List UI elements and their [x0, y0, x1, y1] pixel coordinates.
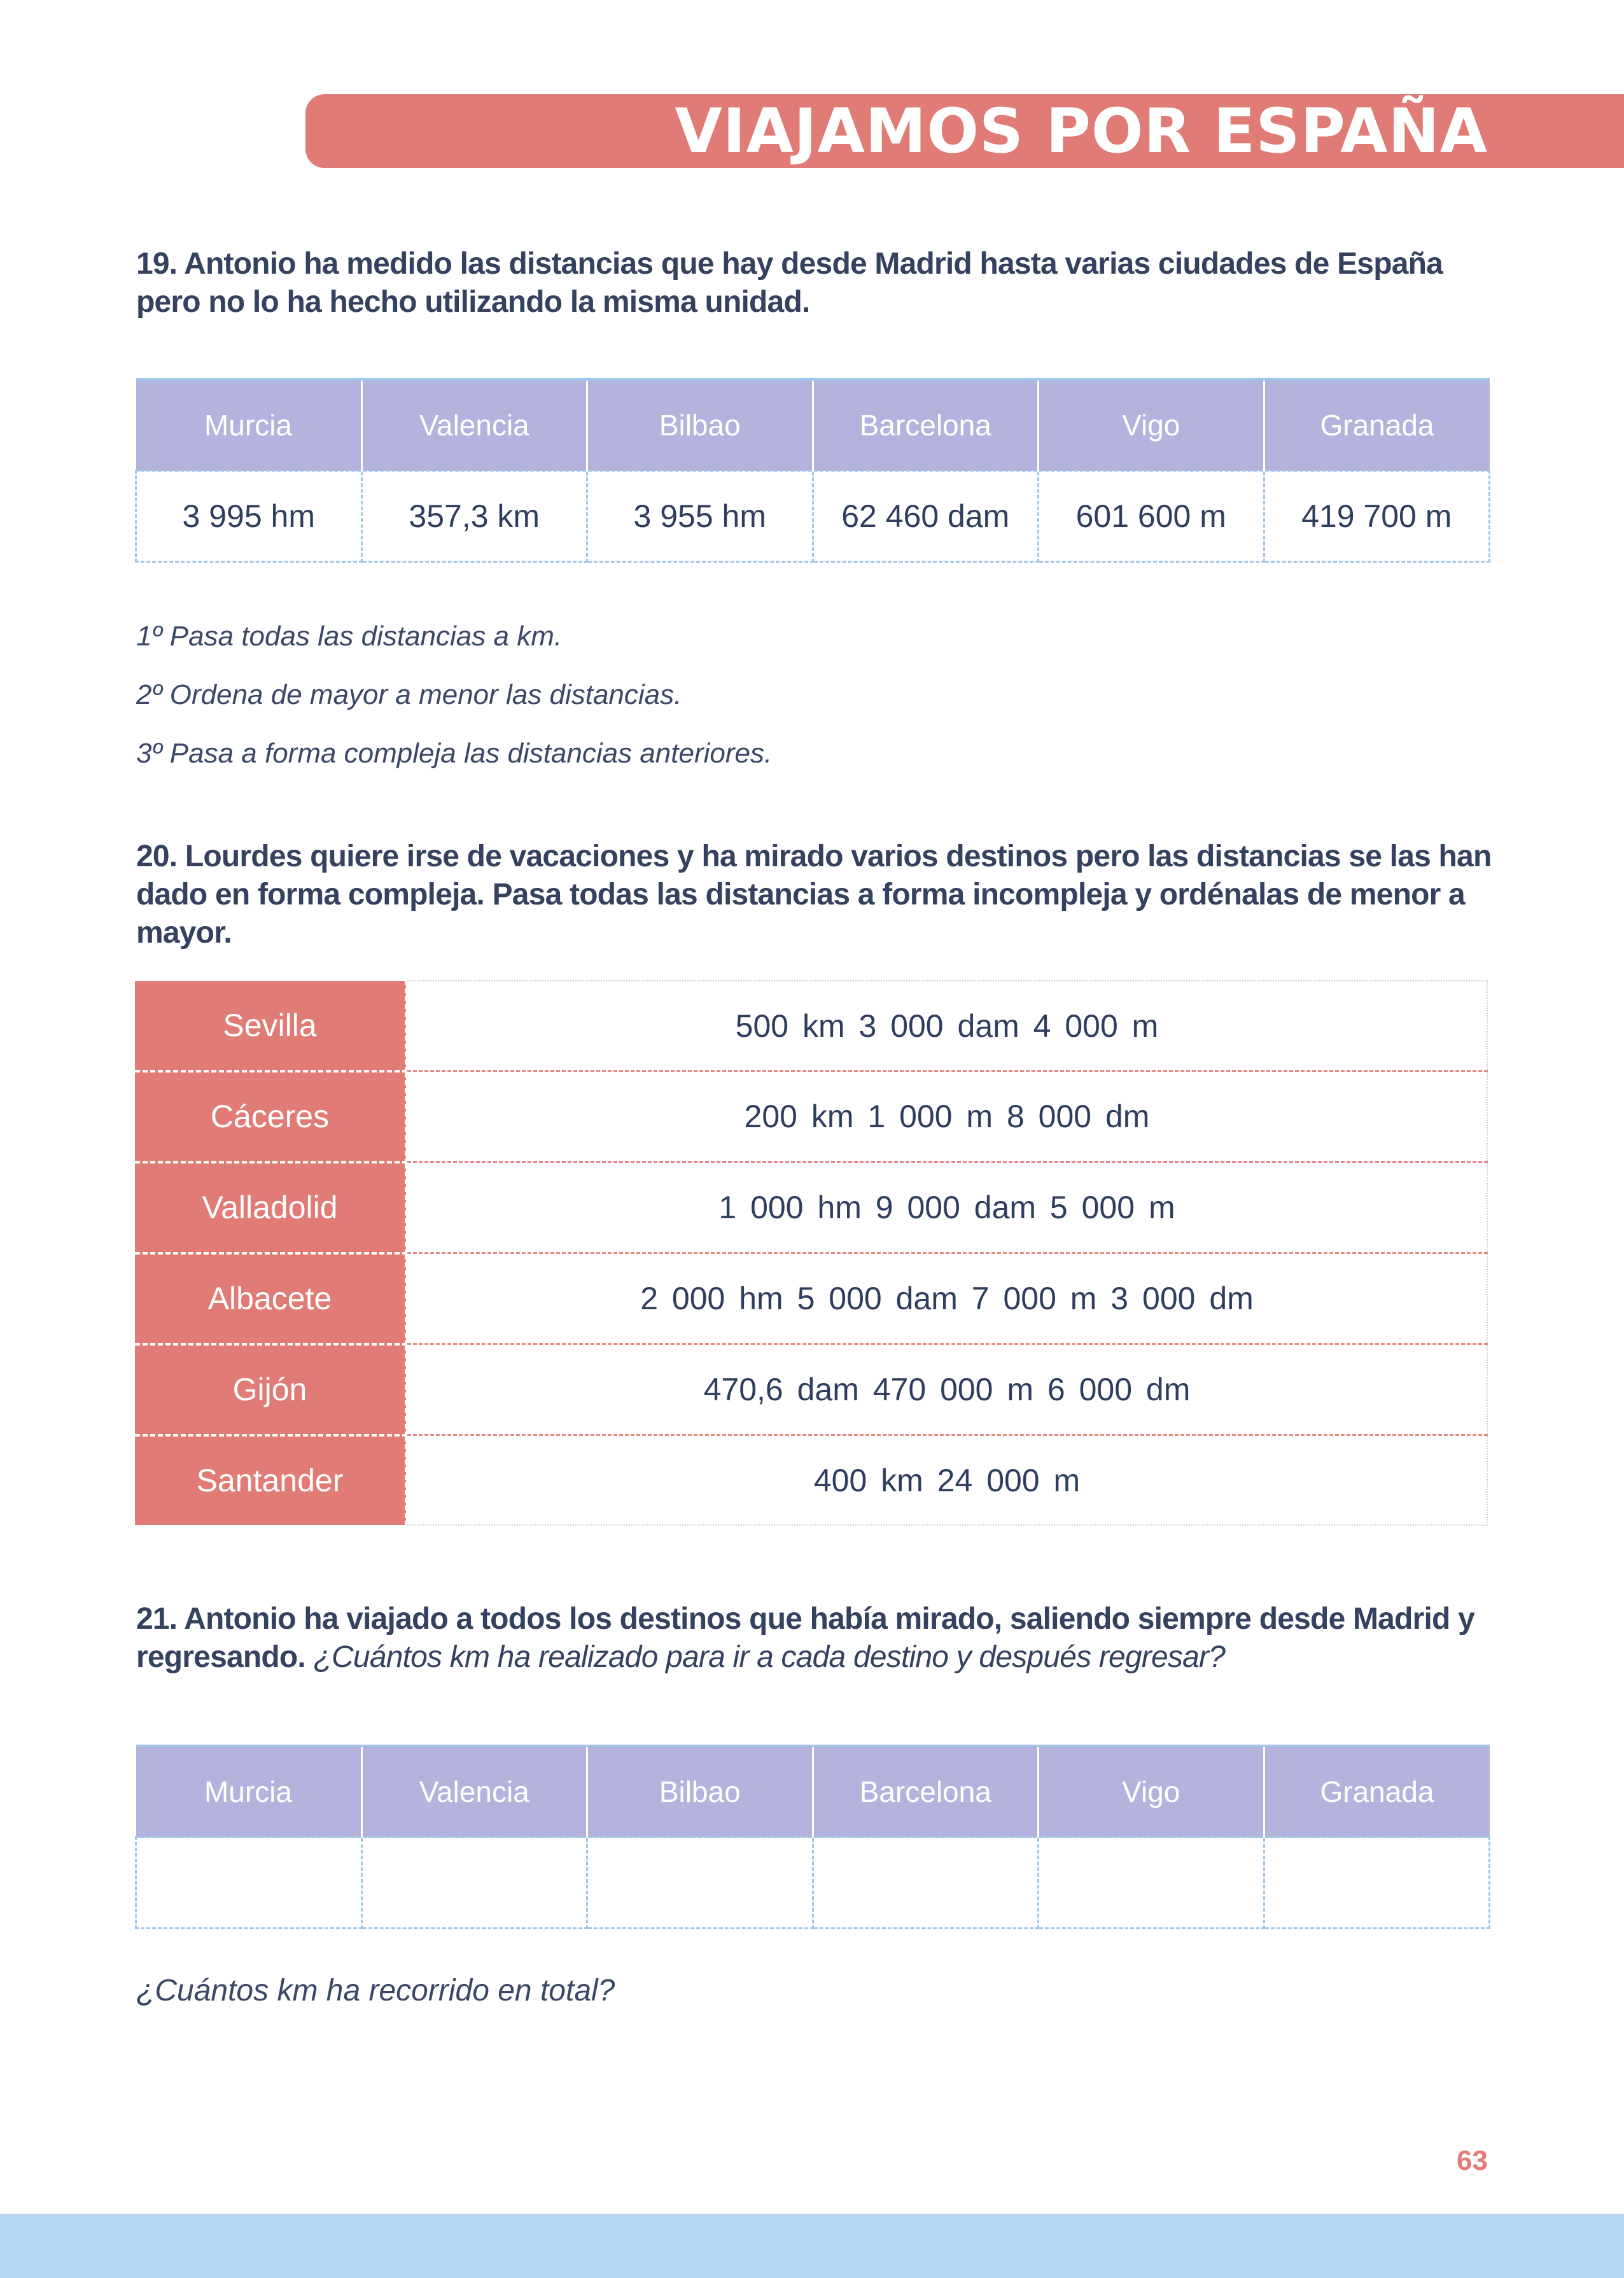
total-question: ¿Cuántos km ha recorrido en total?	[136, 1974, 615, 2007]
header-cell: Granada	[1264, 1746, 1490, 1838]
distance-cell: 200 km 1 000 m 8 000 dm	[406, 1071, 1487, 1162]
distance-cell: 62 460 dam	[813, 471, 1039, 562]
table-row	[135, 1253, 1487, 1344]
distance-cell: 601 600 m	[1039, 471, 1264, 562]
table-row	[135, 981, 1487, 1071]
table-row	[135, 1071, 1487, 1162]
header-cell: Valencia	[361, 379, 587, 471]
header-cell: Barcelona	[813, 379, 1039, 471]
question-21	[136, 1600, 1492, 1677]
header-cell: Murcia	[136, 379, 362, 471]
distance-cell: 470,6 dam 470 000 m 6 000 dm	[406, 1344, 1487, 1435]
distance-cell: 419 700 m	[1264, 471, 1490, 562]
question-19: 19. Antonio ha medido las distancias que hay desde Madrid hasta varias ciudades de España pero no lo ha hecho utilizando la misma unidad.	[136, 247, 1443, 319]
header-cell: Granada	[1264, 379, 1490, 471]
step-3: 3º Pasa a forma compleja las distancias anteriores.	[136, 738, 773, 769]
table-row	[135, 1344, 1487, 1435]
question-21-text: 21. Antonio ha viajado a todos los destinos que había mirado, saliendo siempre desde Madrid y regresando.	[136, 1602, 1474, 1674]
city-cell: Gijón	[135, 1344, 406, 1435]
destinations-table-20	[135, 980, 1488, 1526]
header-cell: Barcelona	[813, 1746, 1039, 1838]
answer-table-21	[135, 1745, 1490, 1929]
page-title: VIAJAMOS POR ESPAÑA	[675, 95, 1488, 167]
answer-cell-vigo[interactable]	[1039, 1838, 1264, 1929]
distance-cell: 2 000 hm 5 000 dam 7 000 m 3 000 dm	[406, 1253, 1487, 1344]
page-number: 63	[1457, 2145, 1488, 2176]
footer-band	[0, 2214, 1624, 2278]
question-20: 20. Lourdes quiere irse de vacaciones y ha mirado varios destinos pero las distancias se las han dado en forma compleja. Pasa todas las distancias a forma incompleja y ordénalas de menor a mayor.	[136, 840, 1492, 950]
header-cell: Murcia	[136, 1746, 362, 1838]
header-cell: Bilbao	[587, 1746, 813, 1838]
city-cell: Sevilla	[135, 981, 406, 1071]
answer-cell-murcia[interactable]	[136, 1838, 362, 1929]
step-2: 2º Ordena de mayor a menor las distancias.	[136, 679, 682, 710]
answer-cell-bilbao[interactable]	[587, 1838, 813, 1929]
table-row	[135, 1162, 1487, 1253]
distance-cell: 1 000 hm 9 000 dam 5 000 m	[406, 1162, 1487, 1253]
distance-cell: 500 km 3 000 dam 4 000 m	[406, 981, 1487, 1071]
distance-cell: 357,3 km	[361, 471, 587, 562]
title-banner	[305, 94, 1624, 168]
city-cell: Albacete	[135, 1253, 406, 1344]
distance-cell: 3 995 hm	[136, 471, 362, 562]
city-cell: Cáceres	[135, 1071, 406, 1162]
city-cell: Valladolid	[135, 1162, 406, 1253]
answer-cell-granada[interactable]	[1264, 1838, 1490, 1929]
header-cell: Valencia	[361, 1746, 587, 1838]
city-cell: Santander	[135, 1435, 406, 1526]
question-21-subquestion: ¿Cuántos km ha realizado para ir a cada destino y después regresar?	[313, 1640, 1226, 1674]
distance-cell: 400 km 24 000 m	[406, 1435, 1487, 1526]
header-cell: Vigo	[1039, 1746, 1264, 1838]
distances-table-19	[135, 378, 1490, 563]
answer-cell-valencia[interactable]	[361, 1838, 587, 1929]
header-cell: Bilbao	[587, 379, 813, 471]
table-row	[135, 1435, 1487, 1526]
distance-cell: 3 955 hm	[587, 471, 813, 562]
step-1: 1º Pasa todas las distancias a km.	[136, 621, 563, 652]
answer-cell-barcelona[interactable]	[813, 1838, 1039, 1929]
header-cell: Vigo	[1039, 379, 1264, 471]
